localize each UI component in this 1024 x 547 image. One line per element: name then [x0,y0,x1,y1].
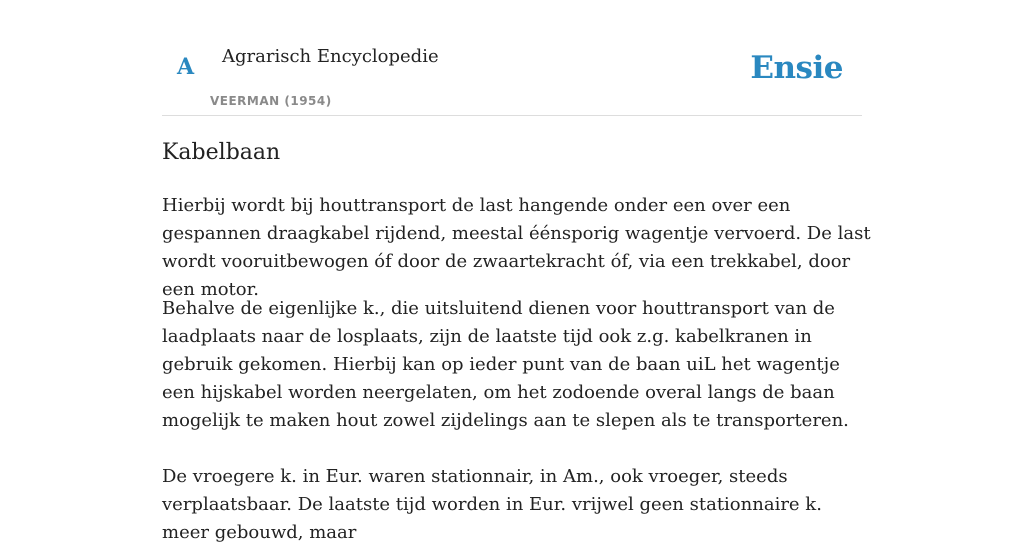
ensie-logo[interactable]: Ensie [750,50,843,86]
source-header [162,0,862,116]
entry-title: Kabelbaan [162,140,281,165]
entry-paragraph: Behalve de eigenlijke k., die uitsluitend dienen voor houttransport van de laadplaats naar de losplaats, zijn de laatste tijd ook z.g. kabelkranen in gebruik gekomen. Hierbij kan op ieder punt van de baan uiL het wagentje een hijskabel worden neergelaten, om het zodoende overal langs de baan mogelijk te maken hout zowel zijdelings aan te slepen als te transporteren. [162,298,849,431]
index-letter[interactable]: A [177,54,195,80]
source-book-title[interactable]: Agrarisch Encyclopedie [222,46,439,67]
entry-paragraph: Hierbij wordt bij houttransport de last hangende onder een over een gespannen draagkabel rijdend, meestal éénsporig wagentje vervoerd. De last wordt vooruitbewogen óf door de zwaartekracht óf, via een trekkabel, door een motor. [162,195,871,300]
entry-paragraph: De vroegere k. in Eur. waren stationnair, in Am., ook vroeger, steeds verplaatsbaar. De laatste tijd worden in Eur. vrijwel geen stationnaire k. meer gebouwd, maar [162,466,822,543]
article-page [162,0,871,543]
source-book-author-year: VEERMAN (1954) [210,94,332,108]
